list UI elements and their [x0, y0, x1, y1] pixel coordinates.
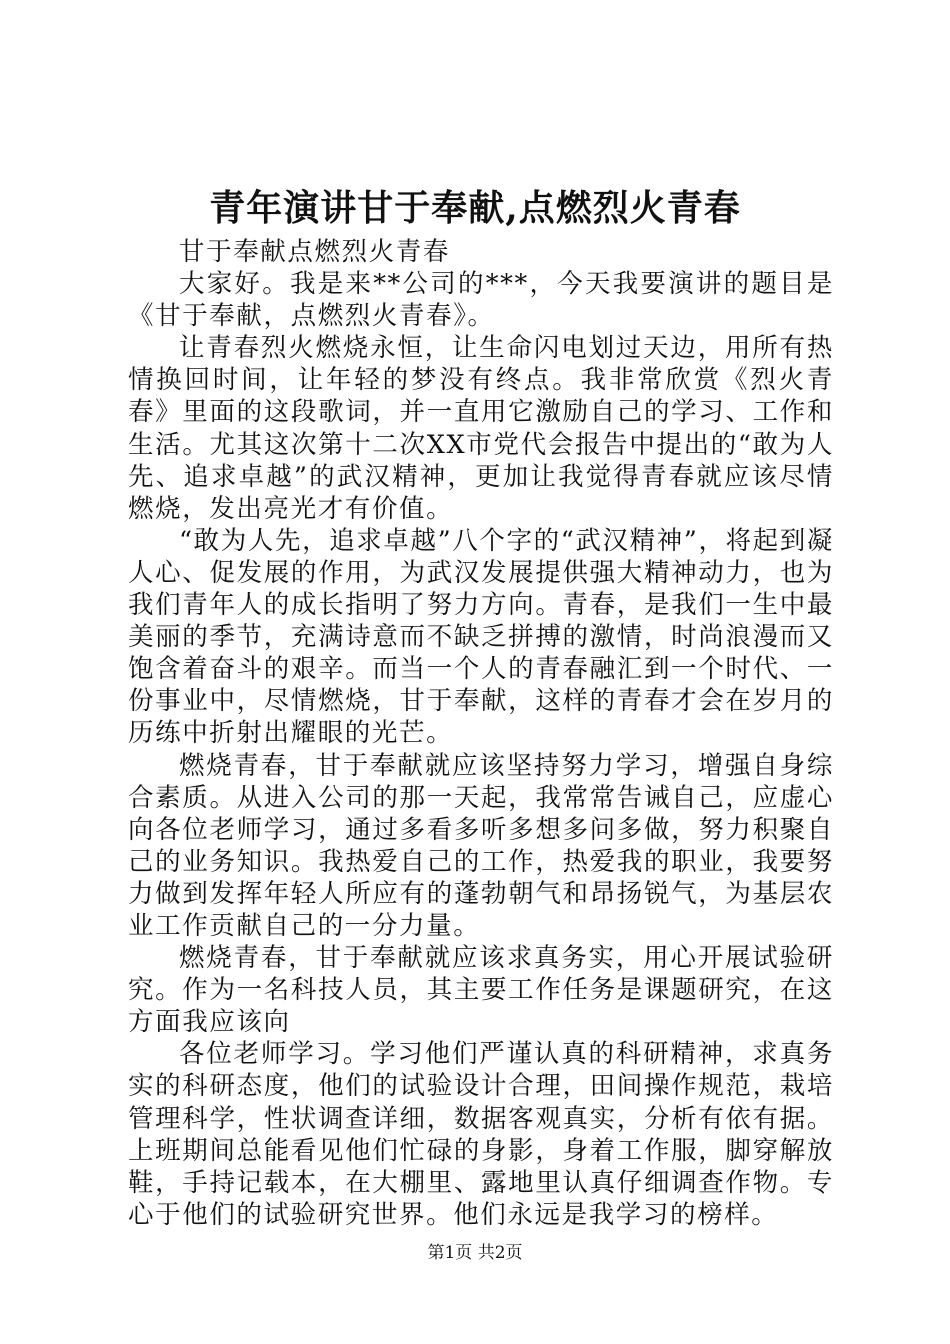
paragraph-wuhan-spirit: “敢为人先，追求卓越”八个字的“武汉精神”，将起到凝人心、促发展的作用，为武汉发展提供强大精神动力，也为我们青年人的成长指明了努力方向。青春，是我们一生中最美丽的季节，充满诗意而不缺乏拼搏的激情，时尚浪漫而又饱含着奋斗的艰辛。而当一个人的青春融汇到一个时代、一份事业中，尽情燃烧，甘于奉献，这样的青春才会在岁月的历练中折射出耀眼的光芒。 [128, 525, 834, 749]
paragraph-study: 燃烧青春，甘于奉献就应该坚持努力学习，增强自身综合素质。从进入公司的那一天起，我常常告诫自己，应虚心向各位老师学习，通过多看多听多想多问多做，努力积聚自己的业务知识。我热爱自己的工作，热爱我的职业，我要努力做到发挥年轻人所应有的蓬勃朝气和昂扬锐气，为基层农业工作贡献自己的一分力量。 [128, 750, 834, 941]
paragraph-subtitle: 甘于奉献点燃烈火青春 [179, 237, 451, 267]
document-body [128, 236, 834, 1231]
paragraph-lyrics: 让青春烈火燃烧永恒，让生命闪电划过天边，用所有热情换回时间，让年轻的梦没有终点。我非常欣赏《烈火青春》里面的这段歌词，并一直用它激励自己的学习、工作和生活。尤其这次第十二次XX市党代会报告中提出的“敢为人先、追求卓越”的武汉精神，更加让我觉得青春就应该尽情燃烧，发出亮光才有价值。 [128, 333, 834, 524]
page-footer: 第1页 共2页 [427, 1243, 523, 1263]
document-title: 青年演讲甘于奉献,点燃烈火青春 [209, 187, 741, 229]
paragraph-teachers: 各位老师学习。学习他们严谨认真的科研精神，求真务实的科研态度，他们的试验设计合理，田间操作规范，栽培管理科学，性状调查详细，数据客观真实，分析有依有据。上班期间总能看见他们忙碌的身影，身着工作服，脚穿解放鞋，手持记载本，在大棚里、露地里认真仔细调查作物。专心于他们的试验研究世界。他们永远是我学习的榜样。 [128, 1039, 834, 1230]
paragraph-research: 燃烧青春，甘于奉献就应该求真务实，用心开展试验研究。作为一名科技人员，其主要工作任务是课题研究，在这方面我应该向 [128, 943, 834, 1038]
paragraph-greeting: 大家好。我是来**公司的***，今天我要演讲的题目是《甘于奉献，点燃烈火青春》。 [128, 269, 834, 332]
